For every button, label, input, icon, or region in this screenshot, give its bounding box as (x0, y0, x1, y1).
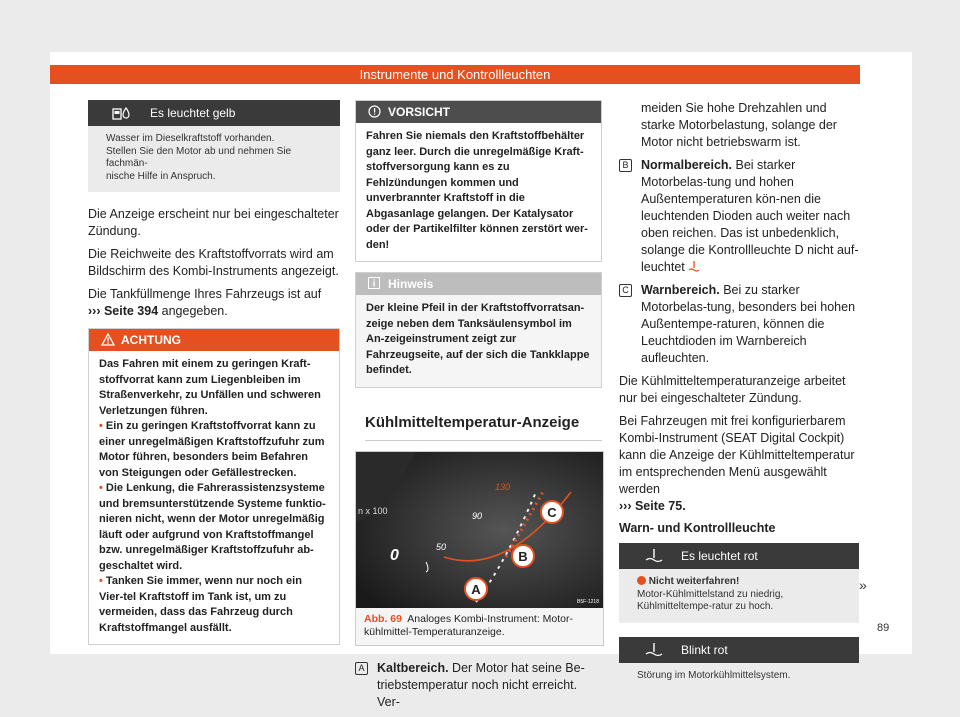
vorsicht-title: VORSICHT (388, 105, 451, 119)
label-A: A (471, 581, 481, 597)
paragraph: Die Tankfüllmenge Ihres Fahrzeugs ist auf ››› Seite 394 angegeben. (88, 287, 322, 318)
continue-marker: » (859, 577, 867, 593)
column-right (619, 100, 859, 691)
hinweis-title: Hinweis (388, 277, 434, 291)
caption-number: Abb. 69 (364, 612, 402, 625)
water-in-fuel-icon (112, 106, 134, 120)
column-middle (355, 100, 602, 717)
warning-light-blink-head (619, 637, 859, 663)
warning-label: Es leuchtet gelb (150, 106, 236, 120)
gauge-90: 90 (472, 510, 483, 521)
warning-body: Störung im Motorkühlmittelsystem. (619, 663, 859, 692)
stop-icon (637, 576, 646, 585)
info-square-icon (368, 277, 380, 289)
paragraph: Bei Fahrzeugen mit frei konfigurierbarem Kombi-Instrument (SEAT Digital Cockpit) kann die Anzeige der Kühlmitteltemperatur im entsprechenden Menü ausgewählt werden ››› Seite 75. (619, 414, 855, 513)
page-number: 89 (877, 622, 890, 634)
vorsicht-box (355, 100, 602, 262)
range-item-c: C Warnbereich. Bei zu starker Motorbelas-tung, besonders bei hohen Außentempe-raturen, können die Leuchtdioden im Warnbereich aufleuchten. (619, 282, 859, 367)
achtung-bullet: • Die Lenkung, die Fahrerassistenzsysteme und bremsunterstützende Systeme funktio-nieren nicht, wenn der Motor unregelmäßig läuft oder aufgrund von Kraftstoffmangel bzw. unregelmäßiger Kraftstoffzufuhr ab-geschaltet wird. (99, 482, 326, 572)
rpm-label: n x 100 (358, 505, 388, 516)
section-title: Kühlmitteltemperatur-Anzeige (365, 414, 602, 441)
warning-label: Blinkt rot (681, 642, 728, 657)
page-header: Instrumente und Kontrollleuchten (50, 65, 860, 84)
coolant-temperature-icon (643, 643, 665, 657)
label-B: B (518, 548, 528, 564)
subheading: Warn- und Kontrollleuchte (619, 521, 776, 535)
figure-coolant-gauge (355, 451, 604, 646)
warning-body (88, 126, 340, 192)
caption-text: Analoges Kombi-Instrument: Motor-kühlmittel-Temperaturanzeige. (364, 612, 574, 638)
paragraph: Die Anzeige erscheint nur bei eingeschalteter Zündung. (88, 207, 339, 238)
warning-line: Wasser im Dieselkraftstoff vorhanden. (106, 133, 275, 144)
warning-light-yellow-head (88, 100, 340, 126)
label-C: C (547, 504, 557, 520)
column-left (88, 100, 340, 645)
achtung-box (88, 328, 340, 645)
hinweis-text: Der kleine Pfeil in der Kraftstoffvorratsan-zeige neben dem Tanksäulensymbol im An-zeigeinstrument zeigt zur Fahrzeugseite, auf der sich die Tankklappe befindet. (366, 302, 590, 376)
figure-caption (356, 608, 603, 645)
vorsicht-text: Fahren Sie niemals den Kraftstoffbehälter ganz leer. Durch die unregelmäßige Kraft-stoffversorgung kann es zu Fehlzündungen kommen und unverbrannter Kraftstoff in die Abgasanlage gelangen. Der Katalysator oder der Partikelfilter können zerstört wer-den! (356, 123, 601, 261)
range-item-a: A Kaltbereich. Der Motor hat seine Be-triebstemperatur noch nicht erreicht. Ver- (355, 660, 602, 711)
range-item-a-cont: meiden Sie hohe Drehzahlen und starke Motorbelastung, solange der Motor nicht betriebswarm ist. (641, 101, 837, 149)
achtung-intro: Das Fahren mit einem zu geringen Kraft-stoffvorrat kann zum Liegenbleiben im Straßenverkehr, zu Unfällen und schweren Verletzungen führen. (99, 358, 321, 417)
hinweis-box (355, 272, 602, 388)
page-reference-link[interactable]: ››› Seite 75. (619, 499, 686, 513)
warning-line: Stellen Sie den Motor ab und nehmen Sie fachmän- (106, 145, 292, 169)
gauge-130: 130 (495, 481, 511, 492)
achtung-bullet: • Tanken Sie immer, wenn nur noch ein Vier-tel Kraftstoff im Tank ist, um zu vermeiden, dass das Fahrzeug durch Kraftstoffmangel ausfällt. (99, 575, 302, 634)
achtung-bullet: • Ein zu geringen Kraftstoffvorrat kann zu einer unregelmäßigen Kraftstoffzufuhr zum Motor führen, besonders beim Befahren von Steigungen oder Gefällestrecken. (99, 420, 325, 479)
coolant-temperature-icon (643, 549, 665, 563)
page-reference-link[interactable]: ››› Seite 394 (88, 304, 159, 318)
achtung-title: ACHTUNG (121, 333, 181, 347)
range-item-b: B Normalbereich. Bei starker Motorbelas-tung und hohen Außentemperaturen kön-nen die leuchtenden Dioden auch weiter nach oben reichen. Das ist unbedenklich, solange die Kontrollleuchte D nicht auf-leuchtet (619, 157, 859, 276)
warning-body: Nicht weiterfahren! Motor-Kühlmittelstand zu niedrig, Kühlmitteltempe-ratur zu hoch. (619, 569, 859, 623)
paragraph: Die Kühlmitteltemperaturanzeige arbeitet nur bei eingeschalteter Zündung. (619, 374, 846, 405)
info-circle-icon (368, 105, 381, 118)
figure-code: B5F-1218 (577, 598, 599, 605)
warning-line: nische Hilfe in Anspruch. (106, 170, 216, 182)
warning-triangle-icon (101, 333, 115, 346)
gauge-photo (356, 452, 603, 608)
warning-label: Es leuchtet rot (681, 549, 758, 563)
warning-light-red-head (619, 543, 859, 569)
coolant-temperature-icon (688, 260, 700, 272)
paragraph: Die Reichweite des Kraftstoffvorrats wird am Bildschirm des Kombi-Instruments angezeigt. (88, 247, 339, 278)
gauge-50: 50 (436, 541, 447, 552)
svg-text:0: 0 (390, 546, 399, 564)
